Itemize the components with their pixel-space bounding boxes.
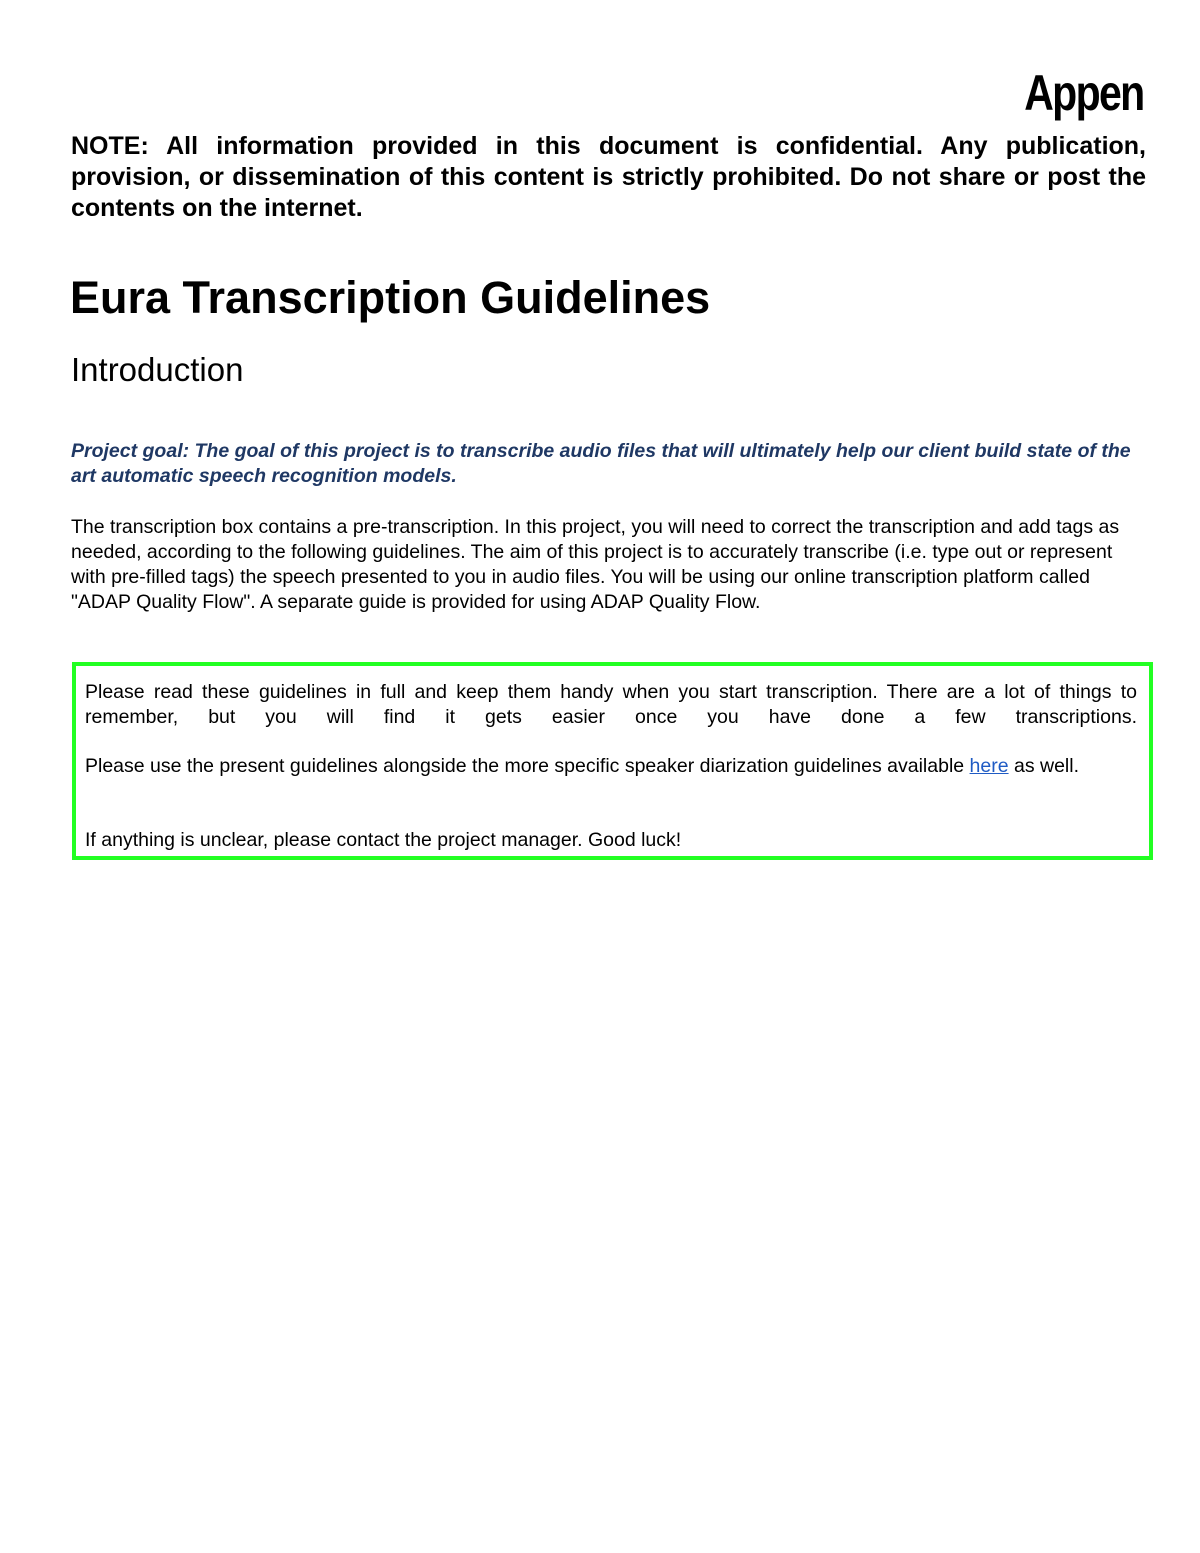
project-goal: Project goal: The goal of this project is to transcribe audio files that will ultimately help our client build state of the art automatic speech recognition models. — [71, 440, 1131, 487]
callout-paragraph-diarization — [85, 754, 1137, 779]
appen-logo: Appen — [1024, 65, 1144, 121]
callout-paragraph-diarization-tail: as well. — [1008, 755, 1080, 777]
section-title-introduction: Introduction — [71, 351, 244, 388]
intro-paragraph: The transcription box contains a pre-transcription. In this project, you will need to correct the transcription and add tags as needed, according to the following guidelines. The aim of this project is to accurately transcribe (i.e. type out or represent with pre-filled tags) the speech presented to you in audio files. You will be using our online transcription platform called "ADAP Quality Flow". A separate guide is provided for using ADAP Quality Flow. — [71, 516, 1120, 613]
callout-paragraph-contact: If anything is unclear, please contact the project manager. Good luck! — [85, 829, 682, 851]
guidelines-callout-box — [72, 662, 1153, 860]
callout-paragraph-diarization-text: Please use the present guidelines alongside the more specific speaker diarization guidelines available — [85, 755, 970, 777]
diarization-guidelines-link[interactable]: here — [969, 755, 1009, 777]
confidentiality-note: NOTE: All information provided in this document is confidential. Any publication, provision, or dissemination of this content is strictly prohibited. Do not share or post the contents on the internet. — [71, 132, 1146, 222]
callout-paragraph-read-guidelines: Please read these guidelines in full and keep them handy when you start transcription. There are a lot of things to remember, but you will find it gets easier once you have done a few transcriptions. — [85, 681, 1137, 728]
document-title: Eura Transcription Guidelines — [70, 272, 711, 323]
